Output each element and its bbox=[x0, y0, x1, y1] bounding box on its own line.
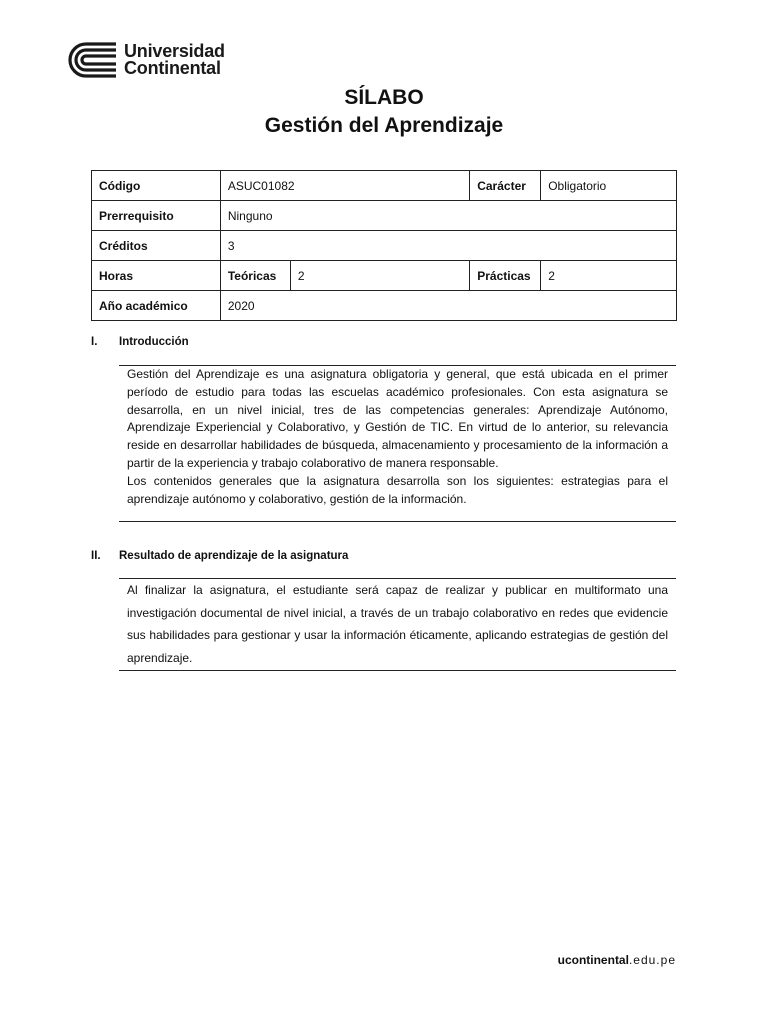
document-title: SÍLABO bbox=[344, 86, 424, 109]
section-number: I. bbox=[91, 336, 98, 348]
caracter-value: Obligatorio bbox=[541, 171, 677, 201]
footer-url bbox=[558, 953, 676, 967]
codigo-label: Código bbox=[92, 171, 221, 201]
anio-value: 2020 bbox=[220, 291, 676, 321]
anio-label: Año académico bbox=[92, 291, 221, 321]
footer-url-rest: .edu.pe bbox=[628, 953, 676, 967]
section-title: Introducción bbox=[119, 336, 189, 348]
practicas-label: Prácticas bbox=[470, 261, 541, 291]
logo-wordmark bbox=[124, 43, 225, 77]
introduccion-box bbox=[119, 365, 676, 522]
document-subtitle: Gestión del Aprendizaje bbox=[264, 114, 504, 137]
section-heading-introduccion bbox=[91, 336, 189, 348]
continental-logo-icon bbox=[68, 42, 118, 78]
table-row bbox=[92, 261, 677, 291]
course-info-table bbox=[91, 170, 677, 321]
creditos-value: 3 bbox=[220, 231, 676, 261]
prerrequisito-value: Ninguno bbox=[220, 201, 676, 231]
table-row bbox=[92, 231, 677, 261]
teoricas-value: 2 bbox=[290, 261, 469, 291]
caracter-label: Carácter bbox=[470, 171, 541, 201]
section-number: II. bbox=[91, 550, 101, 562]
table-row bbox=[92, 171, 677, 201]
resultado-box bbox=[119, 578, 676, 671]
codigo-value: ASUC01082 bbox=[220, 171, 469, 201]
university-logo bbox=[68, 42, 225, 78]
introduccion-paragraph: Los contenidos generales que la asignatura desarrolla son los siguientes: estrategias para el aprendizaje autónomo y colaborativo, gestión de la información. bbox=[127, 473, 668, 506]
table-row bbox=[92, 291, 677, 321]
creditos-label: Créditos bbox=[92, 231, 221, 261]
footer-url-bold: ucontinental bbox=[557, 953, 629, 967]
practicas-value: 2 bbox=[541, 261, 677, 291]
teoricas-label: Teóricas bbox=[220, 261, 290, 291]
introduccion-paragraph: Gestión del Aprendizaje es una asignatura obligatoria y general, que está ubicada en el primer período de estudio para todas las escuelas académico profesionales. Con esta asignatura se desarrolla, en un nivel inicial, tres de las competencias generales: Aprendizaje Autónomo, Aprendizaje Experiencial y Colaborativo, y Gestión de TIC. En virtud de lo anterior, su relevancia reside en desarrollar habilidades de búsqueda, almacenamiento y procesamiento de la información a partir de la experiencia y trabajo colaborativo de manera responsable. bbox=[127, 367, 668, 470]
section-title: Resultado de aprendizaje de la asignatura bbox=[119, 550, 349, 562]
table-row bbox=[92, 201, 677, 231]
resultado-paragraph: Al finalizar la asignatura, el estudiante será capaz de realizar y publicar en multiformato una investigación documental de nivel inicial, a través de un trabajo colaborativo en redes que evidencie sus habilidades para gestionar y usar la información éticamente, aplicando estrategias de gestión del aprendizaje. bbox=[127, 583, 668, 665]
logo-line1: Universidad bbox=[124, 41, 225, 61]
logo-line2: Continental bbox=[124, 58, 221, 78]
prerrequisito-label: Prerrequisito bbox=[92, 201, 221, 231]
section-heading-resultado bbox=[91, 550, 348, 562]
horas-label: Horas bbox=[92, 261, 221, 291]
